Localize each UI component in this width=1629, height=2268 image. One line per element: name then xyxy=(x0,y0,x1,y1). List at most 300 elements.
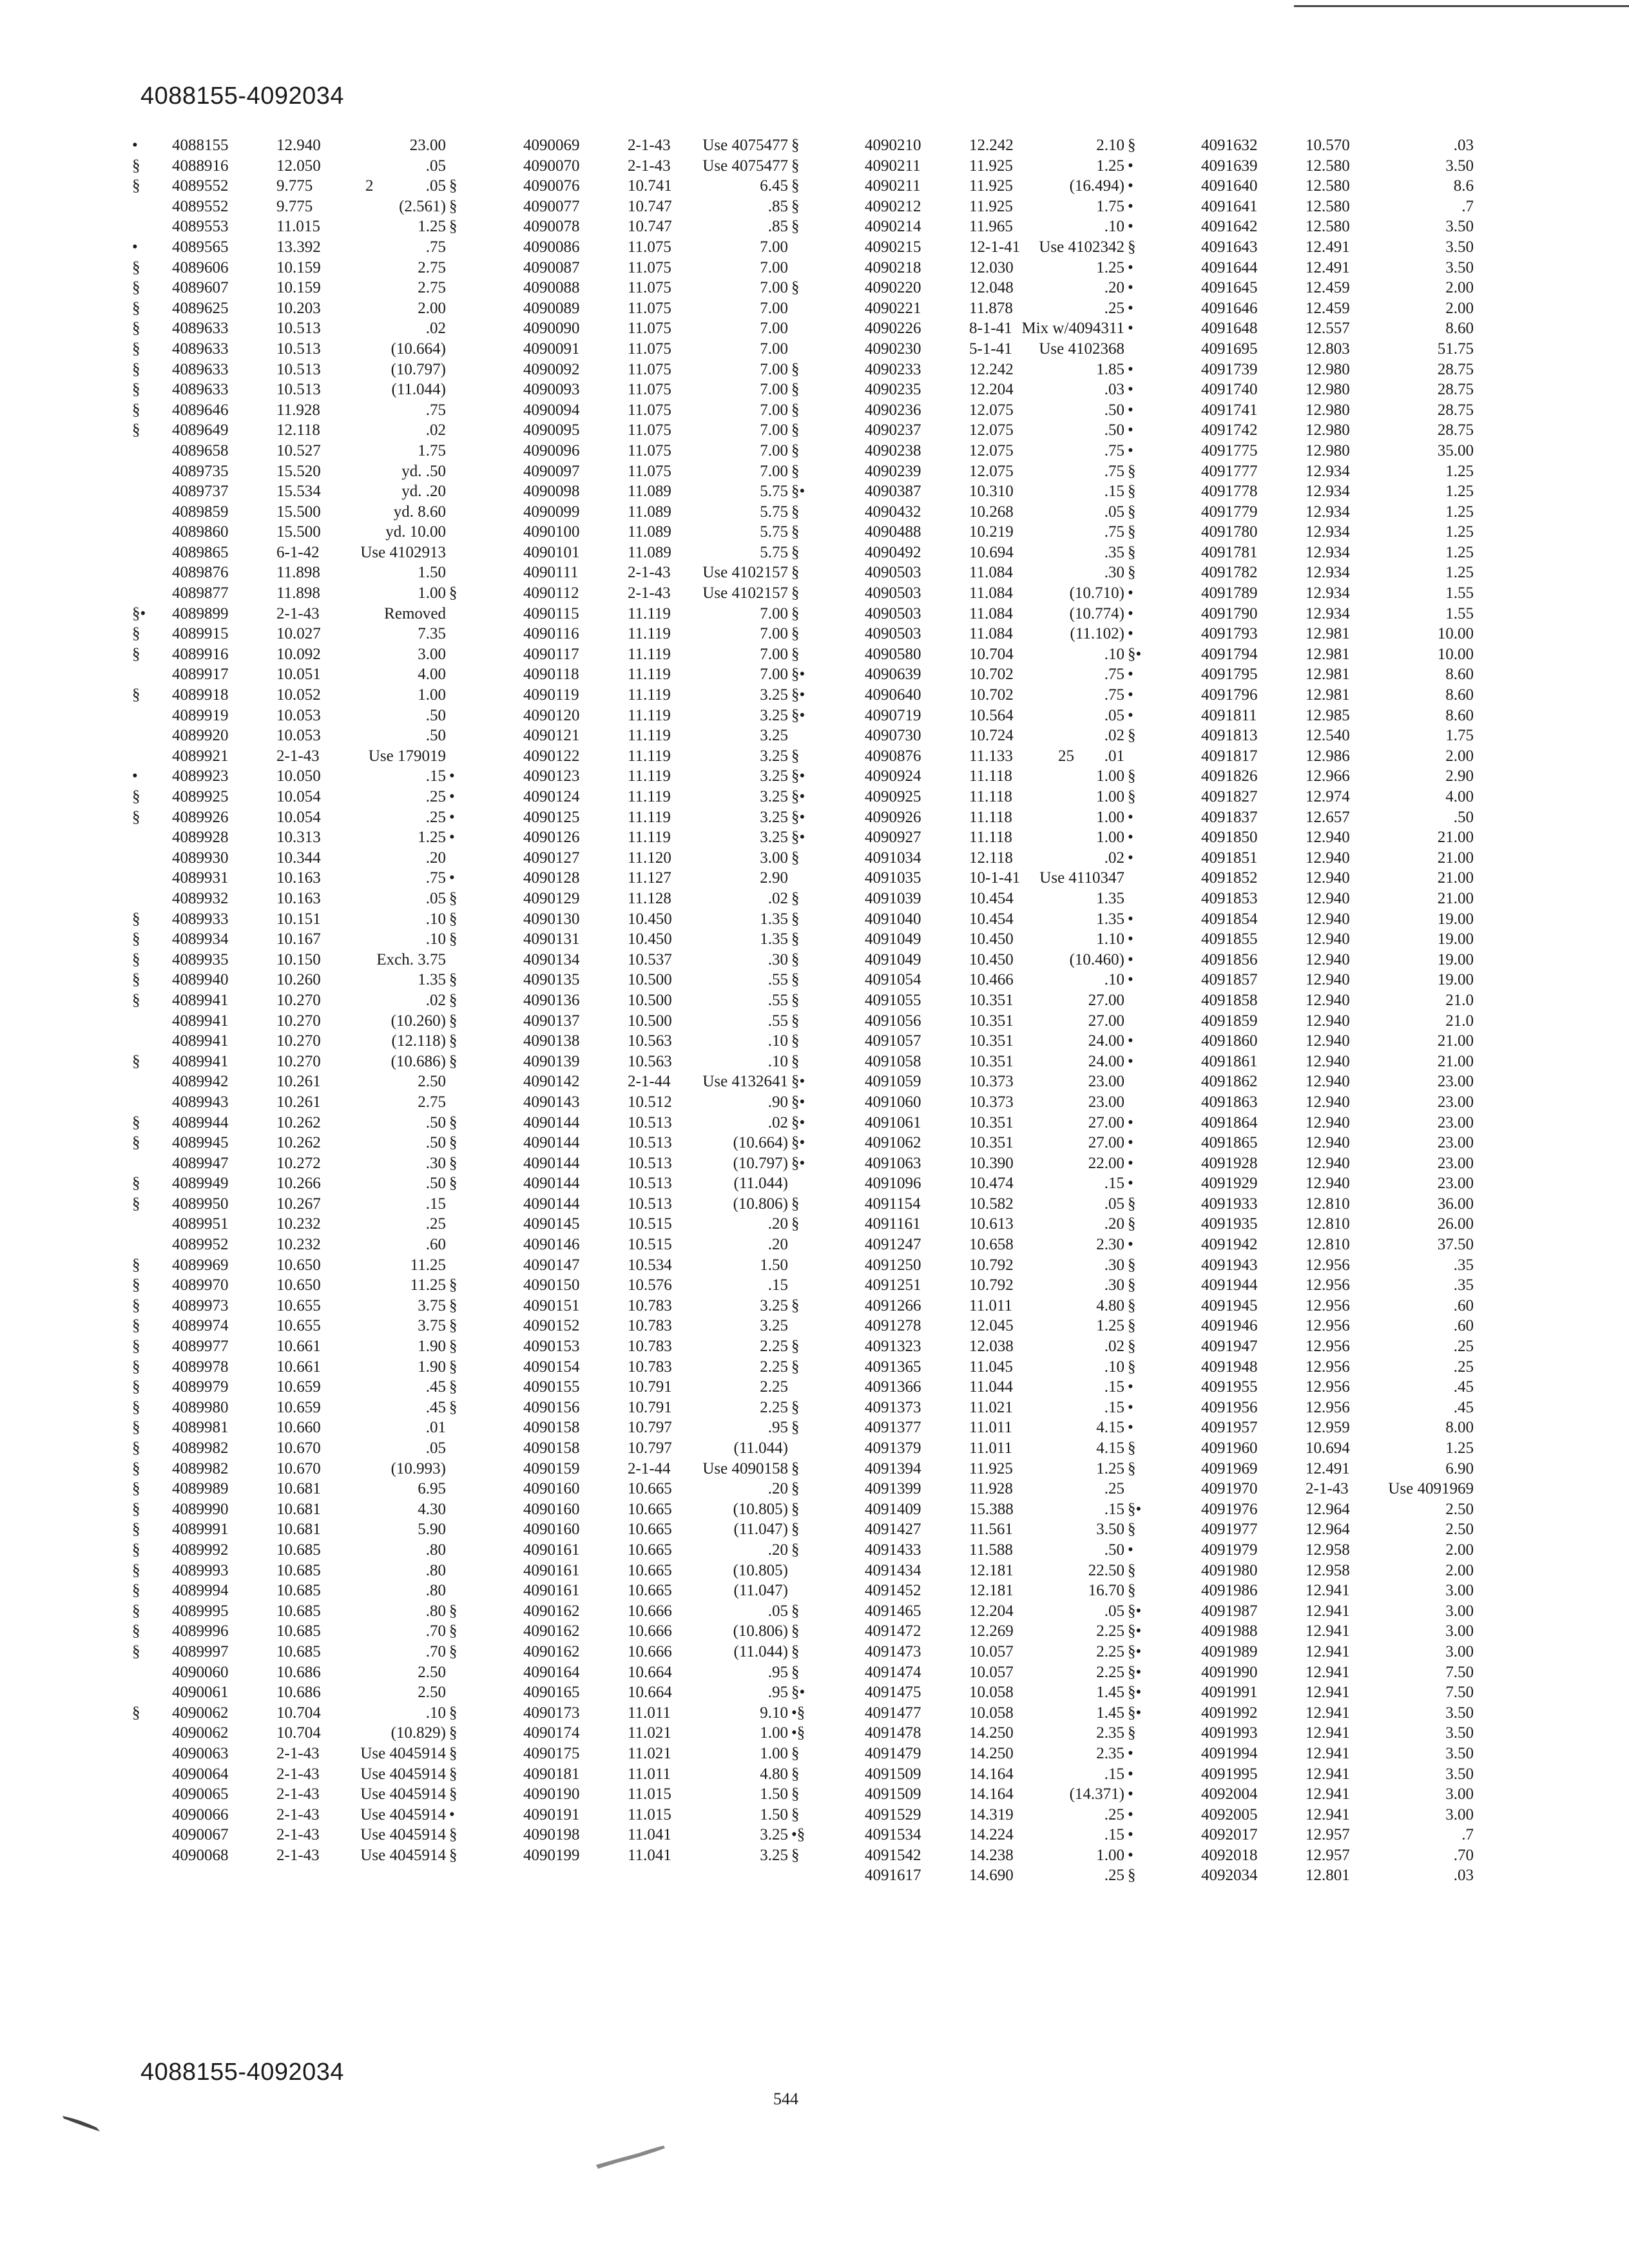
part-number: 4091778 xyxy=(1201,483,1258,501)
row-code: 10.267 xyxy=(276,1195,321,1213)
part-number: 4090135 xyxy=(523,971,580,989)
row-value: 2.50 xyxy=(418,1073,446,1091)
list-row xyxy=(132,339,481,360)
row-marker: § xyxy=(132,1338,140,1356)
part-number: 4090503 xyxy=(865,604,921,622)
row-right-marker: • xyxy=(1128,157,1133,175)
row-code: 10.741 xyxy=(628,177,672,195)
list-row xyxy=(483,787,824,807)
part-number: 4090144 xyxy=(523,1175,580,1193)
list-row xyxy=(483,766,824,787)
list-row xyxy=(132,1845,481,1866)
row-value: 4.15 xyxy=(1096,1419,1124,1437)
part-number: 4090099 xyxy=(523,503,580,521)
row-right-marker: § xyxy=(449,1398,458,1416)
list-row xyxy=(825,827,1160,848)
part-number: 4090230 xyxy=(865,340,921,358)
list-row xyxy=(1161,380,1509,400)
part-number: 4091641 xyxy=(1201,197,1258,215)
part-number: 4091427 xyxy=(865,1521,921,1539)
row-code: 12.980 xyxy=(1306,360,1350,378)
part-number: 4091860 xyxy=(1201,1032,1258,1050)
row-marker: § xyxy=(132,299,140,317)
part-number: 4090165 xyxy=(523,1684,580,1702)
list-row xyxy=(132,1703,481,1724)
part-number: 4091793 xyxy=(1201,625,1258,643)
part-number: 4090120 xyxy=(523,706,580,724)
row-code: 10.564 xyxy=(969,706,1014,724)
list-row xyxy=(132,1601,481,1622)
row-value: 8.60 xyxy=(1445,666,1474,684)
row-value: 7.00 xyxy=(760,462,788,480)
list-row xyxy=(132,746,481,767)
row-marker: § xyxy=(132,808,140,826)
part-number: 4090212 xyxy=(865,197,921,215)
row-code: 12.459 xyxy=(1306,299,1350,317)
row-value: .15 xyxy=(425,767,446,785)
list-row xyxy=(132,787,481,807)
row-right-marker: §• xyxy=(1128,645,1142,663)
part-number: 4090065 xyxy=(172,1785,229,1803)
row-value: .55 xyxy=(767,1012,788,1030)
part-number: 4091986 xyxy=(1201,1582,1258,1600)
row-value: 27.00 xyxy=(1088,991,1124,1009)
row-code: 12.956 xyxy=(1306,1358,1350,1376)
part-number: 4089876 xyxy=(172,564,229,582)
row-right-marker: • xyxy=(1128,971,1133,989)
row-code: 10.515 xyxy=(628,1215,672,1233)
row-code: 11.119 xyxy=(628,808,671,826)
list-row xyxy=(1161,1561,1509,1581)
row-code: 12.980 xyxy=(1306,401,1350,419)
part-number: 4091278 xyxy=(865,1317,921,1335)
part-number: 4089952 xyxy=(172,1236,229,1254)
part-number: 4089997 xyxy=(172,1642,229,1660)
list-column-3 xyxy=(825,135,1160,1972)
row-code: 11.119 xyxy=(628,625,671,643)
row-value: .05 xyxy=(425,177,446,195)
row-value: 1.00 xyxy=(760,1744,788,1762)
row-right-marker: § xyxy=(791,503,800,521)
row-value: 1.35 xyxy=(1096,910,1124,928)
part-number: 4089951 xyxy=(172,1215,229,1233)
part-number: 4089973 xyxy=(172,1296,229,1314)
list-row xyxy=(1161,1296,1509,1316)
list-row xyxy=(825,868,1160,889)
row-value: .01 xyxy=(1104,747,1124,765)
row-code: 11.075 xyxy=(628,320,671,338)
list-row xyxy=(825,1072,1160,1092)
part-number: 4089919 xyxy=(172,706,229,724)
row-value: .15 xyxy=(1104,483,1124,501)
row-value: 3.50 xyxy=(1445,1765,1474,1783)
row-code: 12.181 xyxy=(969,1582,1014,1600)
row-right-marker: §• xyxy=(791,1093,805,1111)
row-value: 3.25 xyxy=(760,1296,788,1314)
row-right-marker: § xyxy=(1128,1867,1136,1885)
row-value: .60 xyxy=(425,1236,446,1254)
row-code: 12.941 xyxy=(1306,1684,1350,1702)
row-right-marker: • xyxy=(1128,279,1133,297)
row-code: 12.957 xyxy=(1306,1826,1350,1844)
row-value: .03 xyxy=(1453,137,1474,154)
part-number: 4091817 xyxy=(1201,747,1258,765)
row-code: 14.164 xyxy=(969,1765,1014,1783)
row-code: 11.878 xyxy=(969,299,1013,317)
row-value: 8.6 xyxy=(1453,177,1474,195)
list-row xyxy=(483,176,824,197)
list-row xyxy=(1161,706,1509,726)
row-value: 1.35 xyxy=(1096,889,1124,907)
row-code: 10.792 xyxy=(969,1276,1014,1294)
row-right-marker: § xyxy=(449,1704,458,1722)
row-value: 1.55 xyxy=(1445,604,1474,622)
list-row xyxy=(132,685,481,706)
row-code: 10.351 xyxy=(969,1012,1014,1030)
part-number: 4091059 xyxy=(865,1073,921,1091)
part-number: 4091394 xyxy=(865,1459,921,1477)
list-row xyxy=(483,889,824,909)
list-row xyxy=(1161,1581,1509,1601)
row-code: 11.119 xyxy=(628,829,671,847)
part-number: 4091742 xyxy=(1201,421,1258,439)
row-value: .50 xyxy=(425,1175,446,1193)
row-value: 3.75 xyxy=(418,1296,446,1314)
list-row xyxy=(483,1153,824,1174)
part-number: 4090092 xyxy=(523,360,580,378)
list-row xyxy=(825,420,1160,441)
list-row xyxy=(825,1642,1160,1662)
list-row xyxy=(132,848,481,869)
part-number: 4091060 xyxy=(865,1093,921,1111)
row-value: 1.25 xyxy=(418,218,446,236)
row-value: 10.00 xyxy=(1437,645,1474,663)
part-number: 4089991 xyxy=(172,1521,229,1539)
row-marker: § xyxy=(132,1642,140,1660)
row-value: 27.00 xyxy=(1088,1134,1124,1152)
list-row xyxy=(825,1092,1160,1113)
list-row xyxy=(1161,1316,1509,1336)
row-code: 12.580 xyxy=(1306,157,1350,175)
row-value: 1.90 xyxy=(418,1338,446,1356)
list-row xyxy=(483,237,824,258)
row-value: .02 xyxy=(425,991,446,1009)
row-code: 10.163 xyxy=(276,889,321,907)
row-code: 12.038 xyxy=(969,1338,1014,1356)
part-number: 4091542 xyxy=(865,1846,921,1864)
row-code: 12.050 xyxy=(276,157,321,175)
part-number: 4089941 xyxy=(172,991,229,1009)
row-marker: § xyxy=(132,1296,140,1314)
row-value: 2.25 xyxy=(760,1358,788,1376)
row-code: 12.075 xyxy=(969,441,1014,459)
row-value: 7.00 xyxy=(760,604,788,622)
list-row xyxy=(483,1540,824,1561)
row-value: 1.25 xyxy=(418,829,446,847)
part-number: 4091855 xyxy=(1201,930,1258,948)
row-code: 11.925 xyxy=(969,197,1013,215)
row-value: 35.00 xyxy=(1437,441,1474,459)
row-right-marker: § xyxy=(791,401,800,419)
part-number: 4091063 xyxy=(865,1154,921,1172)
list-row xyxy=(1161,339,1509,360)
list-row xyxy=(483,360,824,380)
row-right-marker: §• xyxy=(791,767,805,785)
part-number: 4091943 xyxy=(1201,1256,1258,1274)
row-value: 3.00 xyxy=(1445,1602,1474,1620)
list-row xyxy=(483,909,824,930)
row-value: 3.50 xyxy=(1096,1521,1124,1539)
row-value: 1.50 xyxy=(418,564,446,582)
row-code: 10.450 xyxy=(969,950,1014,968)
row-value: 1.35 xyxy=(760,930,788,948)
list-row xyxy=(483,950,824,970)
row-value: 2.75 xyxy=(418,279,446,297)
row-code: 10.454 xyxy=(969,910,1014,928)
list-row xyxy=(132,1479,481,1499)
row-value: .55 xyxy=(767,991,788,1009)
row-code: 10.513 xyxy=(276,340,321,358)
list-row xyxy=(825,258,1160,278)
row-right-marker: § xyxy=(449,1113,458,1131)
list-row xyxy=(483,1011,824,1032)
part-number: 4090064 xyxy=(172,1765,229,1783)
page-number: 544 xyxy=(773,2090,798,2108)
row-right-marker: § xyxy=(1128,1439,1136,1457)
row-value: (14.371) xyxy=(1069,1785,1124,1803)
list-row xyxy=(483,726,824,746)
row-code: 12.118 xyxy=(969,849,1013,867)
part-number: 4091740 xyxy=(1201,381,1258,399)
row-right-marker: • xyxy=(1128,1032,1133,1050)
row-code: 10.685 xyxy=(276,1622,321,1640)
list-row xyxy=(825,1316,1160,1336)
row-code: 10-1-41 xyxy=(969,869,1021,887)
row-value: 2.30 xyxy=(1096,1236,1124,1254)
list-row xyxy=(825,318,1160,339)
list-row xyxy=(1161,1825,1509,1845)
row-code: 12.242 xyxy=(969,360,1014,378)
list-row xyxy=(483,1479,824,1499)
row-code: 10.791 xyxy=(628,1398,672,1416)
part-number: 4091780 xyxy=(1201,523,1258,541)
part-number: 4091851 xyxy=(1201,849,1258,867)
part-number: 4091323 xyxy=(865,1338,921,1356)
row-value: Use 4110347 xyxy=(1039,869,1124,887)
row-value: .50 xyxy=(1453,808,1474,826)
row-value: Use 4132641 xyxy=(702,1073,788,1091)
list-row xyxy=(1161,909,1509,930)
row-value: 26.00 xyxy=(1437,1215,1474,1233)
row-code: 14.690 xyxy=(969,1867,1014,1885)
list-row xyxy=(483,420,824,441)
row-value: (10.806) xyxy=(733,1195,788,1213)
row-marker: § xyxy=(132,1317,140,1335)
part-number: 4090162 xyxy=(523,1602,580,1620)
part-number: 4089658 xyxy=(172,441,229,459)
part-number: 4089932 xyxy=(172,889,229,907)
row-value: 21.00 xyxy=(1437,829,1474,847)
part-number: 4091994 xyxy=(1201,1744,1258,1762)
part-number: 4089553 xyxy=(172,218,229,236)
row-value: 7.00 xyxy=(760,625,788,643)
part-number: 4090089 xyxy=(523,299,580,317)
part-number: 4090070 xyxy=(523,157,580,175)
row-code: 11.561 xyxy=(969,1521,1013,1539)
row-value: 2.00 xyxy=(1445,1541,1474,1559)
row-value: 23.00 xyxy=(409,137,446,154)
list-row xyxy=(1161,848,1509,869)
list-row xyxy=(825,807,1160,828)
row-right-marker: • xyxy=(1128,1541,1133,1559)
part-number: 4091434 xyxy=(865,1561,921,1579)
list-row xyxy=(483,1214,824,1235)
list-row xyxy=(483,848,824,869)
row-value: 1.50 xyxy=(760,1256,788,1274)
list-row xyxy=(132,624,481,644)
row-value: .75 xyxy=(425,238,446,256)
row-value: 3.00 xyxy=(1445,1582,1474,1600)
list-row xyxy=(825,1052,1160,1072)
part-number: 4091632 xyxy=(1201,137,1258,154)
part-number: 4090160 xyxy=(523,1500,580,1518)
row-right-marker: • xyxy=(1128,584,1133,602)
row-value: 1.00 xyxy=(1096,829,1124,847)
row-code: 12.940 xyxy=(1306,1093,1350,1111)
part-number: 4090118 xyxy=(523,666,579,684)
row-value: Use 4090158 xyxy=(702,1459,788,1477)
part-number: 4091777 xyxy=(1201,462,1258,480)
row-marker: § xyxy=(132,1134,140,1152)
row-code: 10.051 xyxy=(276,666,321,684)
row-value: .10 xyxy=(767,1032,788,1050)
part-number: 4090151 xyxy=(523,1296,580,1314)
row-code: 11.588 xyxy=(969,1541,1013,1559)
row-value: 2.25 xyxy=(1096,1622,1124,1640)
part-number: 4088916 xyxy=(172,157,229,175)
row-value: yd. 8.60 xyxy=(393,503,446,521)
row-code: 10.052 xyxy=(276,686,321,704)
list-row xyxy=(825,1479,1160,1499)
part-number: 4089982 xyxy=(172,1459,229,1477)
row-code: 10.681 xyxy=(276,1480,321,1498)
list-row xyxy=(1161,644,1509,665)
row-right-marker: § xyxy=(449,1642,458,1660)
part-number: 4090211 xyxy=(865,177,921,195)
row-code: 10.163 xyxy=(276,869,321,887)
list-row xyxy=(483,1744,824,1764)
list-row xyxy=(483,1194,824,1215)
part-number: 4090078 xyxy=(523,218,580,236)
row-code: 12.204 xyxy=(969,1602,1014,1620)
row-right-marker: § xyxy=(1128,767,1136,785)
row-code: 11.045 xyxy=(969,1358,1013,1376)
list-row xyxy=(132,1336,481,1357)
part-number: 4089565 xyxy=(172,238,229,256)
part-number: 4090146 xyxy=(523,1236,580,1254)
row-code: 10.513 xyxy=(628,1134,672,1152)
row-right-marker: § xyxy=(1128,238,1136,256)
row-right-marker: • xyxy=(1128,1805,1133,1823)
row-value: 1.00 xyxy=(1096,767,1124,785)
row-value: 3.00 xyxy=(1445,1642,1474,1660)
row-value: 7.00 xyxy=(760,401,788,419)
part-number: 4090125 xyxy=(523,808,580,826)
list-row xyxy=(825,441,1160,461)
row-code: 10.351 xyxy=(969,1052,1014,1070)
row-value: .75 xyxy=(1104,523,1124,541)
list-row xyxy=(825,1214,1160,1235)
row-value: 2.00 xyxy=(1445,279,1474,297)
row-code: 10.704 xyxy=(969,645,1014,663)
row-value: 21.00 xyxy=(1437,849,1474,867)
list-row xyxy=(1161,258,1509,278)
list-row xyxy=(1161,400,1509,421)
row-marker: § xyxy=(132,1276,140,1294)
list-row xyxy=(132,522,481,543)
page-footer-range: 4088155-4092034 xyxy=(140,2059,345,2086)
row-value: .10 xyxy=(767,1052,788,1070)
part-number: 4092034 xyxy=(1201,1867,1258,1885)
part-number: 4090060 xyxy=(172,1663,229,1681)
list-row xyxy=(132,827,481,848)
row-value: 1.35 xyxy=(418,971,446,989)
row-value: .30 xyxy=(1104,564,1124,582)
list-row xyxy=(1161,543,1509,563)
row-code: 10.351 xyxy=(969,1113,1014,1131)
row-value: 4.30 xyxy=(418,1500,446,1518)
row-value: .45 xyxy=(425,1398,446,1416)
list-column-4 xyxy=(1161,135,1509,1972)
list-row xyxy=(132,441,481,461)
part-number: 4089928 xyxy=(172,829,229,847)
row-code: 10.685 xyxy=(276,1582,321,1600)
row-right-marker: § xyxy=(791,849,800,867)
row-code: 10.664 xyxy=(628,1684,672,1702)
part-number: 4090580 xyxy=(865,645,921,663)
part-number: 4090432 xyxy=(865,503,921,521)
row-code: 10.268 xyxy=(969,503,1014,521)
row-code: 12.045 xyxy=(969,1317,1014,1335)
list-row xyxy=(132,583,481,604)
row-right-marker: § xyxy=(791,1622,800,1640)
row-value: 1.50 xyxy=(760,1785,788,1803)
list-row xyxy=(132,543,481,563)
row-value: .50 xyxy=(425,1113,446,1131)
part-number: 4090239 xyxy=(865,462,921,480)
row-value: Use 4102342 xyxy=(1039,238,1124,256)
part-number: 4091643 xyxy=(1201,238,1258,256)
part-number: 4090061 xyxy=(172,1684,229,1702)
row-marker: § xyxy=(132,971,140,989)
part-number: 4091988 xyxy=(1201,1622,1258,1640)
row-right-marker: § xyxy=(449,971,458,989)
row-right-marker: • xyxy=(1128,320,1133,338)
row-value: Use 4045914 xyxy=(360,1785,446,1803)
list-row xyxy=(1161,197,1509,217)
row-code: 11.075 xyxy=(628,381,671,399)
part-number: 4090387 xyxy=(865,483,921,501)
row-right-marker: §• xyxy=(791,1684,805,1702)
list-row xyxy=(132,1438,481,1459)
row-right-marker: §• xyxy=(791,706,805,724)
list-row xyxy=(132,197,481,217)
row-code: 10.658 xyxy=(969,1236,1014,1254)
row-code: 14.164 xyxy=(969,1785,1014,1803)
list-row xyxy=(132,868,481,889)
list-row xyxy=(132,562,481,583)
row-value: .75 xyxy=(1104,686,1124,704)
